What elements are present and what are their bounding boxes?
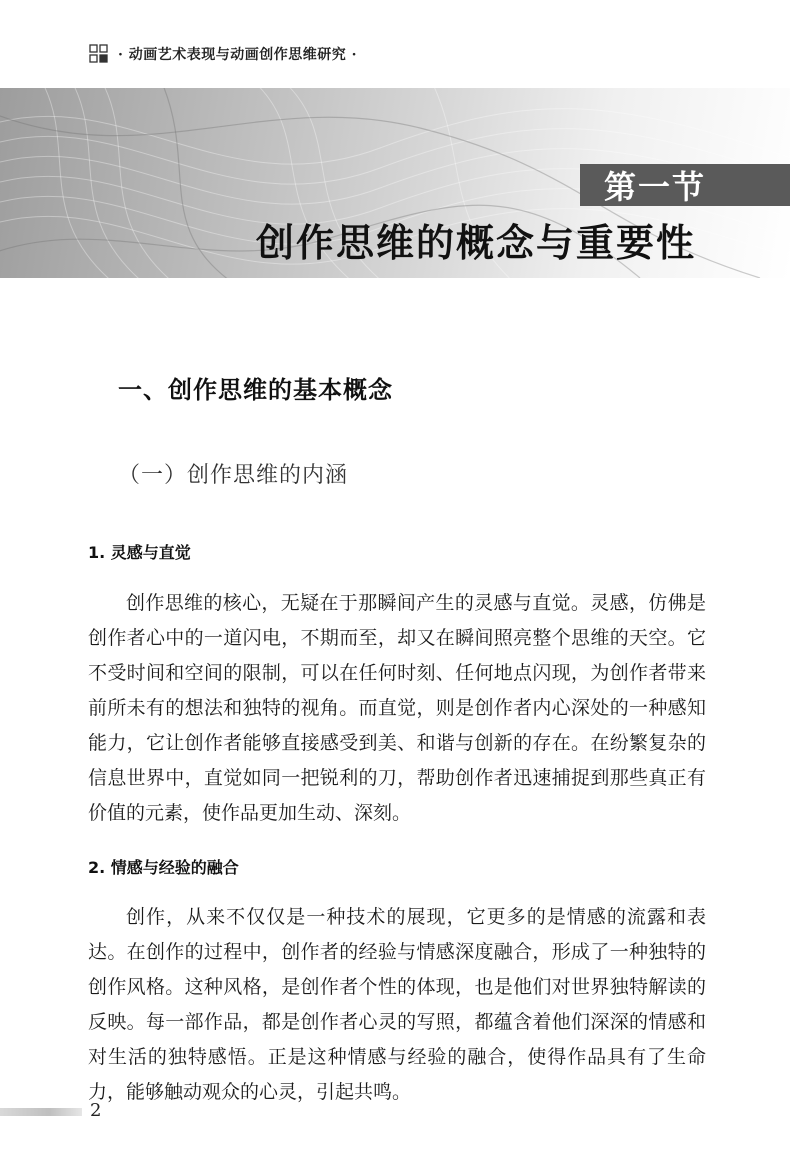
paragraph-inspiration: 创作思维的核心，无疑在于那瞬间产生的灵感与直觉。灵感，仿佛是创作者心中的一道闪电，不期而至，却又在瞬间照亮整个思维的天空。它不受时间和空间的限制，可以在任何时刻、任何地点闪现，为创作者带来前所未有的想法和独特的视角。而直觉，则是创作者内心深处的一种感知能力，它让创作者能够直接感受到美、和谐与创新的存在。在纷繁复杂的信息世界中，直觉如同一把锐利的刀，帮助创作者迅速捕捉到那些真正有价值的元素，使作品更加生动、深刻。 xyxy=(88,592,706,824)
section-label-box xyxy=(580,164,790,206)
heading-level-2: （一）创作思维的内涵 xyxy=(118,463,349,488)
paragraph-emotion: 创作，从来不仅仅是一种技术的展现，它更多的是情感的流露和表达。在创作的过程中，创作者的经验与情感深度融合，形成了一种独特的创作风格。这种风格，是创作者个性的体现，也是他们对世界独特解读的反映。每一部作品，都是创作者心灵的写照，都蕴含着他们深深的情感和对生活的独特感悟。正是这种情感与经验的融合，使得作品具有了生命力，能够触动观众的心灵，引起共鸣。 xyxy=(88,906,706,1103)
cubes-icon xyxy=(88,43,110,65)
footer-bar xyxy=(0,1108,82,1116)
subheading-inspiration: 1. 灵感与直觉 xyxy=(88,543,191,562)
running-head-title: · 动画艺术表现与动画创作思维研究 · xyxy=(118,47,357,63)
subheading-emotion: 2. 情感与经验的融合 xyxy=(88,858,239,877)
section-label: 第一节 xyxy=(604,168,707,206)
page-number: 2 xyxy=(90,1100,102,1121)
running-head xyxy=(88,40,357,68)
heading-level-1: 一、创作思维的基本概念 xyxy=(118,376,393,404)
section-title: 创作思维的概念与重要性 xyxy=(255,221,696,265)
